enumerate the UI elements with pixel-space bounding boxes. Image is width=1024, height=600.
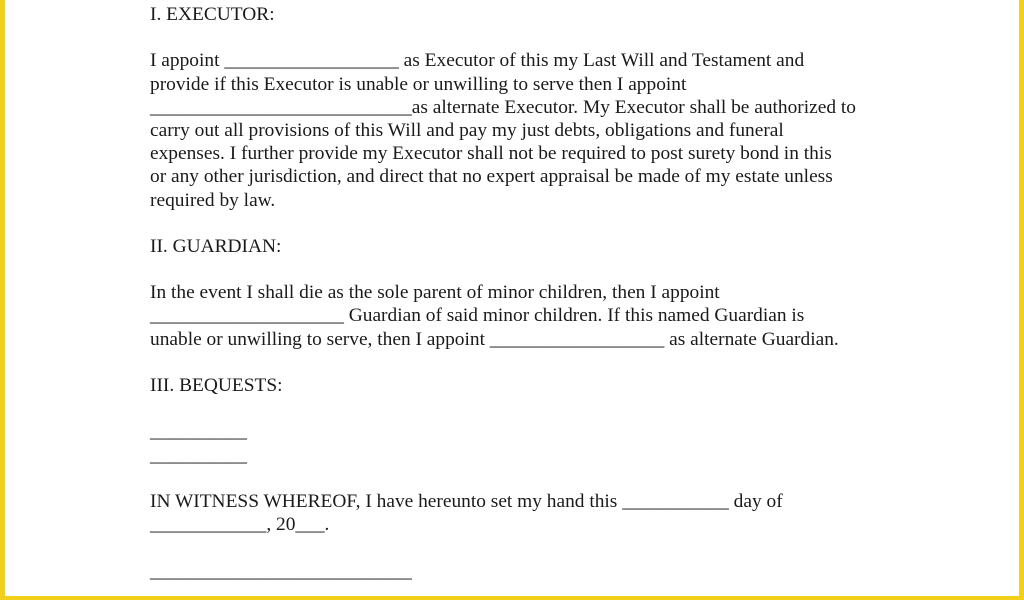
executor-line: provide if this Executor is unable or unwilling to serve then I appoint <box>150 73 687 95</box>
executor-line: expenses. I further provide my Executor shall not be required to post surety bond in this <box>150 143 832 165</box>
witness-paragraph <box>150 490 910 536</box>
executor-line: or any other jurisdiction, and direct that no expert appraisal be made of my estate unless <box>150 166 833 188</box>
executor-paragraph <box>150 49 910 211</box>
spacer <box>150 212 910 235</box>
bequest-blank-line: __________ <box>150 421 247 443</box>
executor-line: I appoint __________________ as Executor of this my Last Will and Testament and <box>150 50 805 72</box>
witness-line: ____________, 20___. <box>150 514 330 536</box>
executor-line: required by law. <box>150 189 276 211</box>
bequests-list <box>150 420 910 466</box>
guardian-line: ____________________ Guardian of said minor children. If this named Guardian is <box>150 305 805 327</box>
spacer <box>150 397 910 420</box>
guardian-line: unable or unwilling to serve, then I appoint __________________ as alternate Guardian. <box>150 328 839 350</box>
spacer <box>150 536 910 559</box>
guardian-paragraph <box>150 281 910 351</box>
spacer <box>150 26 910 49</box>
spacer <box>150 467 910 490</box>
executor-heading: I. EXECUTOR: <box>150 4 275 25</box>
guardian-heading: II. GUARDIAN: <box>150 235 282 257</box>
spacer <box>150 351 910 374</box>
signature-line: ___________________________ <box>150 560 412 582</box>
guardian-line: In the event I shall die as the sole parent of minor children, then I appoint <box>150 282 720 304</box>
spacer <box>150 258 910 281</box>
bequest-blank-line: __________ <box>150 444 247 466</box>
witness-line: IN WITNESS WHEREOF, I have hereunto set my hand this ___________ day of <box>150 490 783 512</box>
executor-line: carry out all provisions of this Will and pay my just debts, obligations and funeral <box>150 119 784 141</box>
bequests-heading: III. BEQUESTS: <box>150 375 283 396</box>
will-document <box>150 3 910 583</box>
executor-line: ___________________________as alternate Executor. My Executor shall be authorized to <box>150 96 856 118</box>
